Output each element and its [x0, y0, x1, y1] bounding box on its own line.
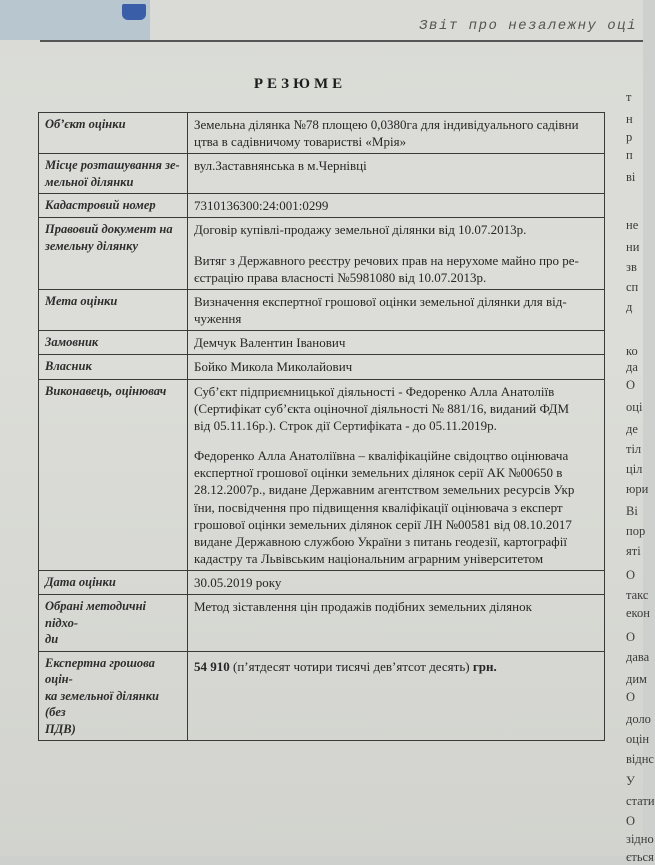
- adjacent-page-text: екон: [626, 606, 650, 620]
- row-value-line: вул.Заставнянська в м.Чернівці: [194, 158, 367, 174]
- row-value-line: експертної грошової оцінки земельних ділянок серії АК №00650 в: [194, 465, 563, 481]
- row-label: [39, 154, 188, 194]
- row-value: [188, 571, 605, 595]
- adjacent-page-text: оцін: [626, 732, 650, 746]
- table-row: [39, 595, 605, 652]
- adjacent-page-text: п: [626, 148, 633, 162]
- adjacent-page-text: ється: [626, 850, 654, 864]
- row-label-line: Кадастровий номер: [45, 198, 156, 213]
- row-label: [39, 651, 188, 741]
- table-row: [39, 355, 605, 379]
- row-value-line: 30.05.2019 року: [194, 575, 282, 591]
- adjacent-page-text: р: [626, 130, 633, 144]
- adjacent-page-text: да: [626, 360, 638, 374]
- folder-logo-mark: [122, 4, 146, 20]
- valuation-amount: 54 910: [194, 658, 230, 674]
- row-label: [39, 289, 188, 330]
- summary-table: [38, 112, 605, 741]
- row-value: [188, 113, 605, 154]
- adjacent-page-text: тіл: [626, 442, 642, 456]
- paragraph-gap: [194, 434, 598, 447]
- row-label-line: Експертна грошова оцін-: [45, 655, 155, 687]
- table-row: [39, 113, 605, 154]
- row-label: [39, 194, 188, 218]
- table-row: [39, 331, 605, 355]
- table-row: [39, 194, 605, 218]
- row-label-line: Власник: [45, 359, 92, 374]
- table-row: [39, 154, 605, 194]
- row-label-line: Мета оцінки: [45, 293, 118, 308]
- row-value: [188, 154, 605, 194]
- adjacent-page-text: стати: [626, 794, 655, 808]
- row-value-line: видане Державною службою України з питань геодезії, картографії: [194, 533, 567, 549]
- row-value-line: 7310136300:24:001:0299: [194, 198, 329, 214]
- row-label-line: мельної ділянки: [45, 174, 134, 189]
- adjacent-page-text: У: [626, 774, 635, 788]
- row-label-line: ди: [45, 632, 59, 647]
- row-label-line: ПДВ): [45, 721, 76, 736]
- adjacent-page-text: ни: [626, 240, 640, 254]
- row-label: [39, 379, 188, 571]
- paragraph-gap: [194, 239, 598, 252]
- adjacent-page-text: О: [626, 378, 636, 392]
- folder-edge: [0, 0, 150, 40]
- row-value-line: їни, посвідчення про підвищення кваліфікації оцінювача з експерт: [194, 499, 563, 515]
- adjacent-page-text: юри: [626, 482, 649, 496]
- row-value-line: Земельна ділянка №78 площею 0,0380га для індивідуального садівни: [194, 117, 579, 132]
- row-label: [39, 218, 188, 289]
- header-rule: [40, 40, 643, 42]
- adjacent-page-text: О: [626, 690, 636, 704]
- adjacent-page-text: О: [626, 568, 636, 582]
- table-row: [39, 379, 605, 571]
- row-value-line: цтва в садівничому товаристві «Мрія»: [194, 134, 407, 150]
- adjacent-page-text: пор: [626, 524, 646, 538]
- row-value: [188, 218, 605, 289]
- row-value-line: Федоренко Алла Анатоліївна – кваліфікаційне свідоцтво оцінювача: [194, 448, 569, 464]
- row-label-line: Обрані методичні підхо-: [45, 599, 147, 630]
- adjacent-page-text: дим: [626, 672, 647, 686]
- row-value-line: Демчук Валентин Іванович: [194, 335, 346, 351]
- row-label-line: Виконавець, оцінювач: [45, 383, 167, 398]
- adjacent-page-text: т: [626, 90, 632, 104]
- row-value-line: єстрацію права власності №5981080 від 10.07.2013р.: [194, 269, 487, 285]
- row-value-line: від 05.11.16р.). Строк дії Сертифіката - до 05.11.2019р.: [194, 417, 497, 433]
- running-header: Звіт про незалежну оці: [419, 18, 637, 34]
- page-title: РЕЗЮМЕ: [253, 76, 347, 92]
- adjacent-page-text: сп: [626, 280, 639, 294]
- row-label: [39, 113, 188, 154]
- row-label: [39, 595, 188, 652]
- adjacent-page-text: д: [626, 300, 633, 314]
- row-label-line: ка земельної ділянки (без: [45, 688, 159, 720]
- table-row-valuation: [39, 651, 605, 741]
- row-value-line: Витяг з Державного реєстру речових прав на нерухоме майно про ре-: [194, 252, 579, 268]
- row-value-line: Визначення експертної грошової оцінки земельної ділянки для від-: [194, 293, 567, 309]
- valuation-amount-words: (п’ятдесят чотири тисячі дев’ятсот десять): [229, 658, 473, 674]
- row-value-line: Договір купівлі-продажу земельної ділянки від 10.07.2013р.: [194, 222, 527, 238]
- row-value-line: чуження: [194, 311, 242, 327]
- row-value: [188, 379, 605, 571]
- adjacent-page-text: ко: [626, 344, 638, 358]
- row-value-line: грошової оцінки земельних ділянок серії ЛН №00581 від 08.10.2017: [194, 516, 572, 532]
- adjacent-page-text: де: [626, 422, 638, 436]
- table-row: [39, 289, 605, 330]
- table-row: [39, 218, 605, 289]
- adjacent-page-text: О: [626, 814, 636, 828]
- row-value: [188, 331, 605, 355]
- adjacent-page-text: віднс: [626, 752, 654, 766]
- row-value-line: Бойко Микола Миколайович: [194, 359, 353, 375]
- adjacent-page-text: дава: [626, 650, 650, 664]
- row-value: [188, 595, 605, 652]
- row-label: [39, 355, 188, 379]
- row-value-line: Суб’єкт підприємницької діяльності - Федоренко Алла Анатоліїв: [194, 383, 555, 399]
- adjacent-page-text: такс: [626, 588, 649, 602]
- table-row: [39, 571, 605, 595]
- row-value: [188, 194, 605, 218]
- row-value-line: Метод зіставлення цін продажів подібних земельних ділянок: [194, 599, 532, 615]
- adjacent-page-text: не: [626, 218, 639, 232]
- row-value-line: 28.12.2007р., видане Державним агентством земельних ресурсів Укр: [194, 482, 575, 498]
- adjacent-page-fragment: [610, 90, 655, 864]
- row-label-line: Дата оцінки: [45, 575, 116, 590]
- adjacent-page-text: Ві: [626, 504, 638, 518]
- row-value: [188, 289, 605, 330]
- adjacent-page-text: оці: [626, 400, 643, 414]
- row-label: [39, 571, 188, 595]
- adjacent-page-text: ві: [626, 170, 636, 184]
- adjacent-page-text: зв: [626, 260, 637, 274]
- adjacent-page-text: яті: [626, 544, 641, 558]
- row-label-line: земельну ділянку: [45, 238, 139, 253]
- adjacent-page-text: ціл: [626, 462, 643, 476]
- valuation-value: [188, 651, 605, 741]
- adjacent-page-text: доло: [626, 712, 651, 726]
- row-label-line: Місце розташування зе-: [45, 158, 180, 173]
- row-label-line: Об’єкт оцінки: [45, 117, 126, 131]
- adjacent-page-text: зідно: [626, 832, 654, 846]
- valuation-currency: грн.: [472, 658, 497, 674]
- row-label: [39, 331, 188, 355]
- row-value-line: (Сертифікат суб’єкта оціночної діяльності № 881/16, виданий ФДМ: [194, 400, 570, 416]
- row-label-line: Замовник: [45, 335, 99, 350]
- row-value: [188, 355, 605, 379]
- adjacent-page-text: н: [626, 112, 633, 126]
- row-label-line: Правовий документ на: [45, 222, 173, 237]
- adjacent-page-text: О: [626, 630, 636, 644]
- row-value-line: кадастру та Львівським національним аграрним університетом: [194, 550, 544, 566]
